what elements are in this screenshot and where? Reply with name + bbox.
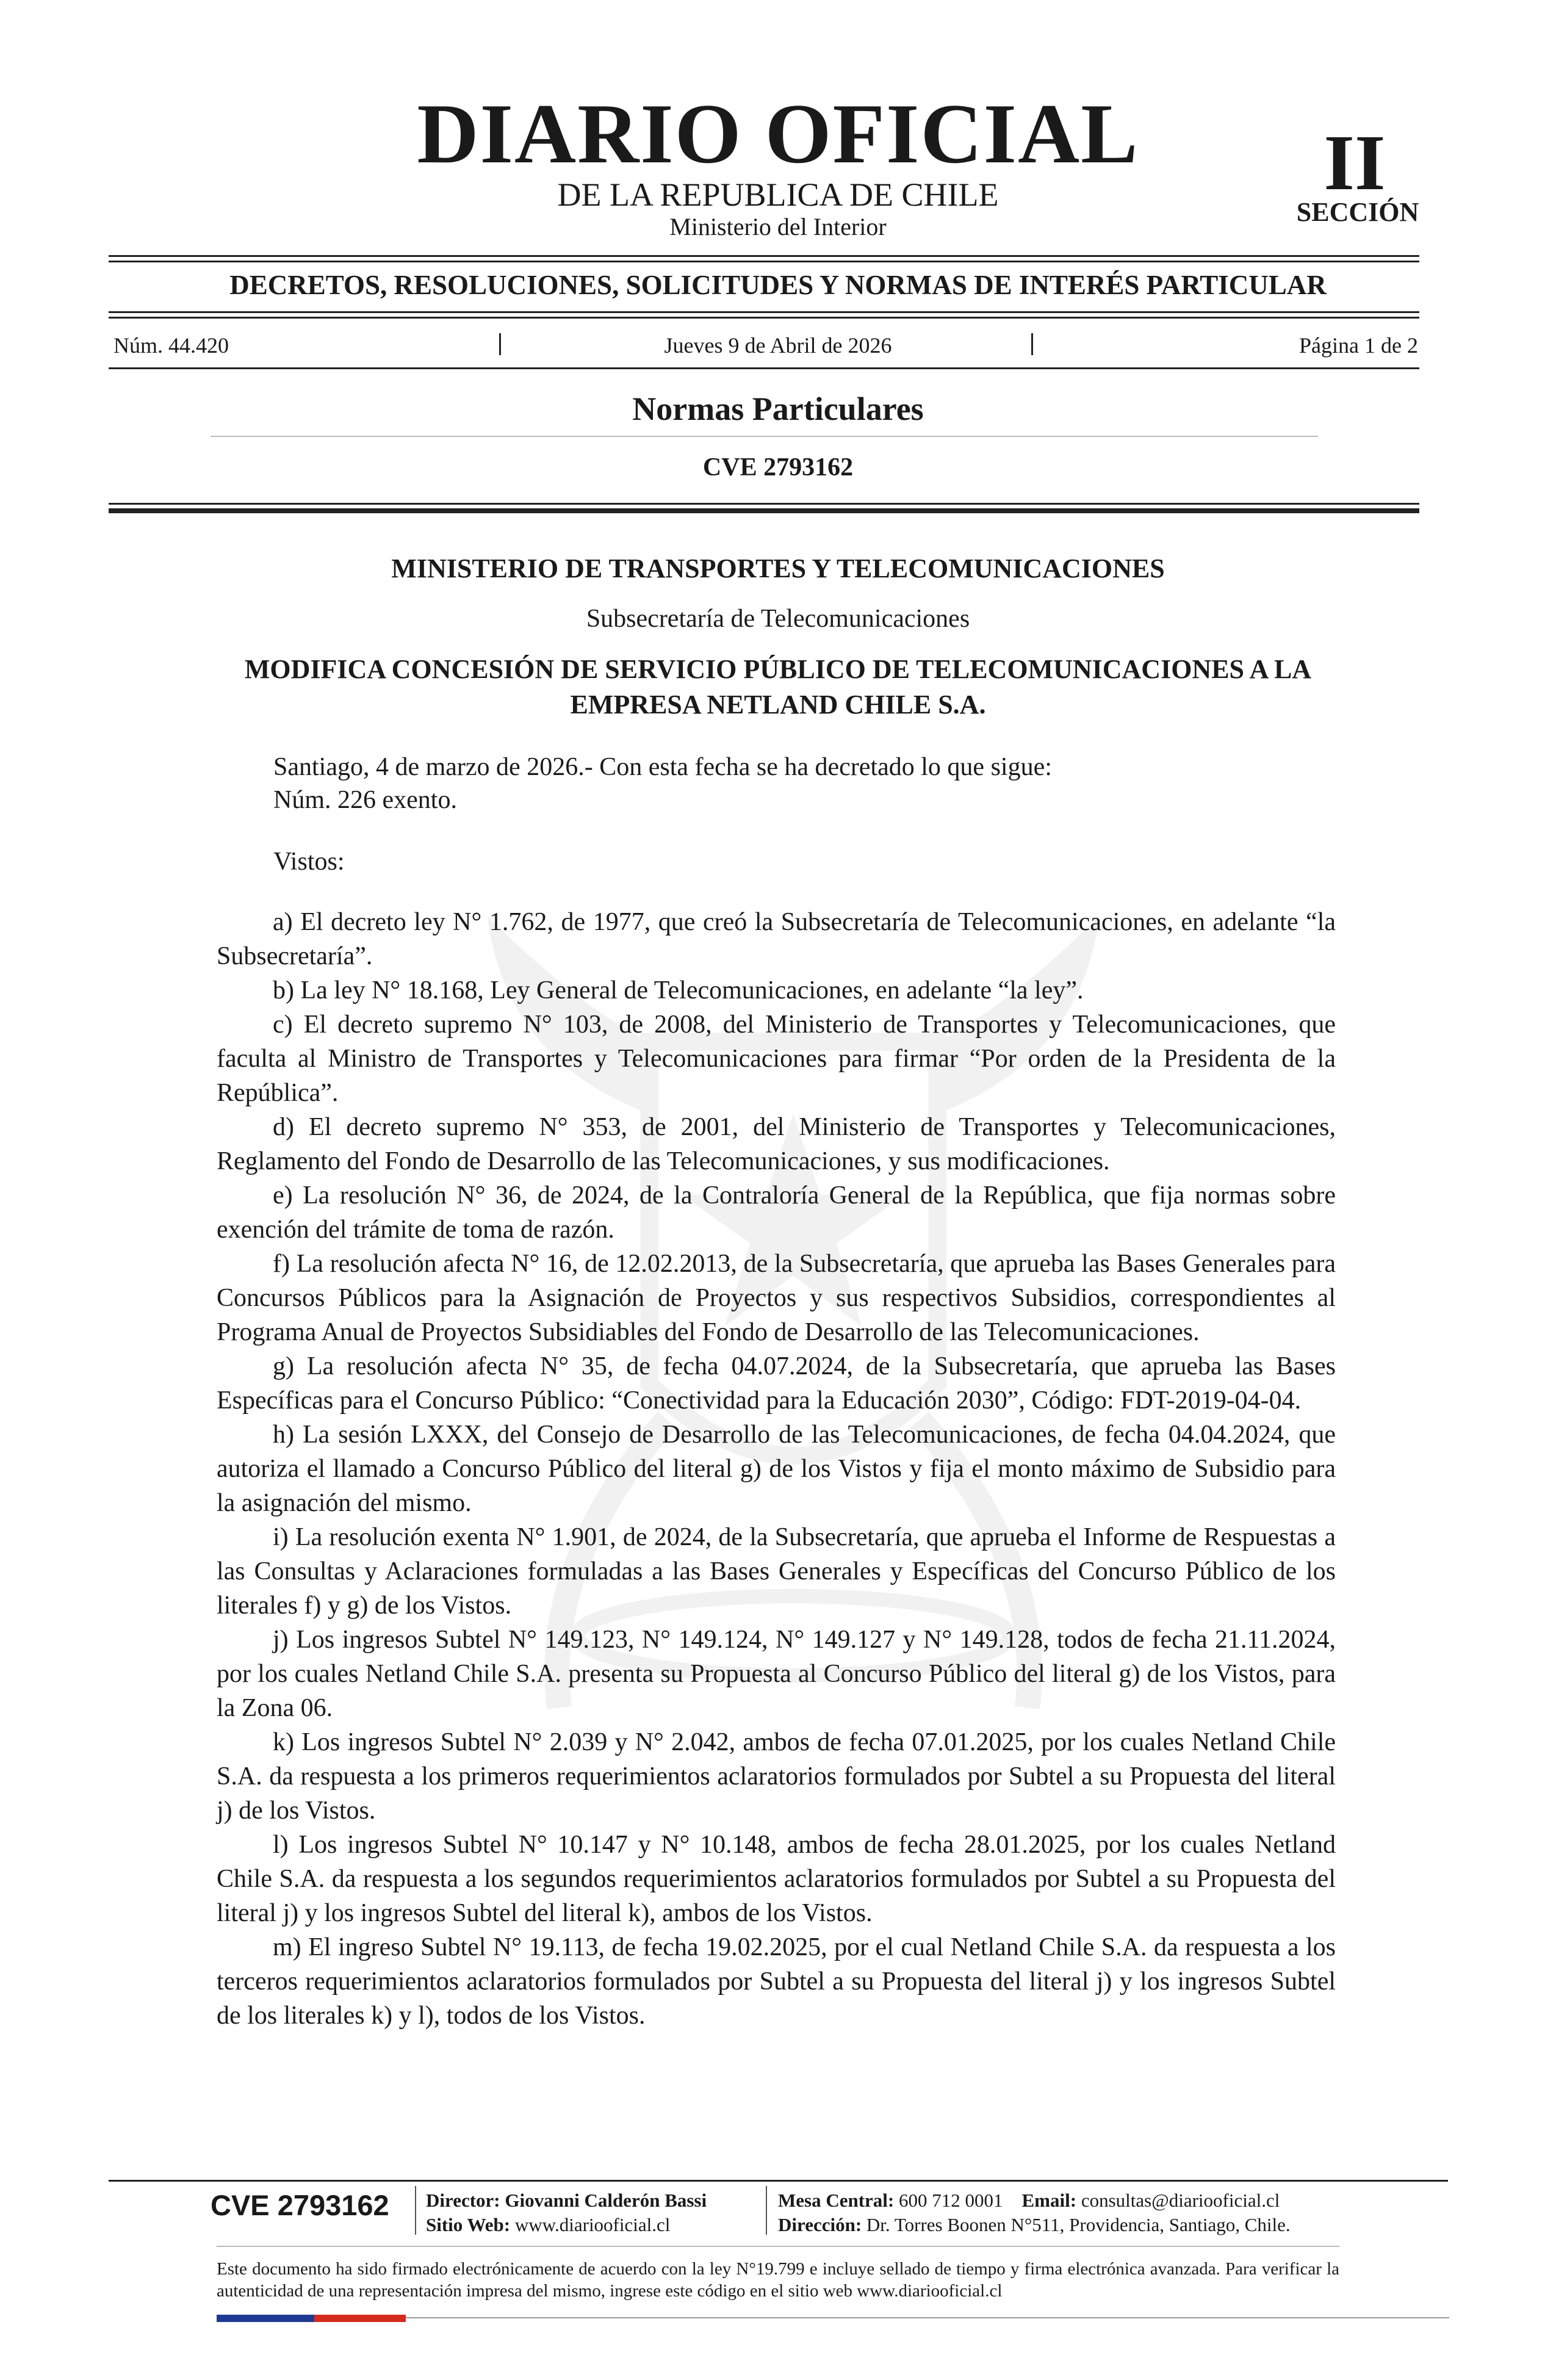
mesa-phone: 600 712 0001	[899, 2190, 1003, 2211]
visto-item: f) La resolución afecta N° 16, de 12.02.2013, de la Subsecretaría, que aprueba las Bases Generales para Concursos Públicos para la Asignación de Proyectos y sus respectivos Subsidios, correspondientes al Programa Anual de Proyectos Subsidiables del Fondo de Desarrollo de las Telecomunicaciones.	[217, 1250, 1336, 1346]
heading-divider	[211, 436, 1318, 437]
website-link[interactable]: www.diariooficial.cl	[514, 2214, 671, 2235]
meta-separator	[1031, 333, 1033, 355]
visto-item: a) El decreto ley N° 1.762, de 1977, que creó la Subsecretaría de Telecomunicaciones, en adelante “la Subsecretaría”.	[217, 908, 1336, 970]
visto-item: h) La sesión LXXX, del Consejo de Desarrollo de las Telecomunicaciones, de fecha 04.04.2024, que autoriza el llamado a Concurso Público del literal g) de los Vistos y fija el monto máximo de Subsidio para la asignación del mismo.	[217, 1421, 1336, 1517]
address-text: Dr. Torres Boonen N°511, Providencia, Santiago, Chile.	[866, 2214, 1291, 2235]
subsecretaria: Subsecretaría de Telecomunicaciones	[586, 605, 970, 633]
band-divider	[109, 317, 1419, 319]
footer-divider	[217, 2246, 1339, 2247]
section-heading: Normas Particulares	[632, 391, 924, 427]
director-name: Giovanni Calderón Bassi	[505, 2190, 707, 2211]
newspaper-subtitle: DE LA REPUBLICA DE CHILE	[557, 176, 999, 213]
flag-stripe-red	[314, 2315, 406, 2322]
section-label: SECCIÓN	[1296, 197, 1419, 227]
visto-item: m) El ingreso Subtel N° 19.113, de fecha 19.02.2025, por el cual Netland Chile S.A. da respuesta a los terceros requerimientos aclaratorios formulados por Subtel a su Propuesta del literal j) y los ingresos Subtel de los literales k) y l), todos de los Vistos.	[217, 1933, 1336, 2030]
intro-line: Santiago, 4 de marzo de 2026.- Con esta fecha se ha decretado lo que sigue:	[273, 753, 1052, 781]
footer-divider	[406, 2317, 1449, 2318]
header-divider	[109, 261, 1419, 262]
vistos-label: Vistos:	[273, 848, 345, 876]
visto-item: i) La resolución exenta N° 1.901, de 2024, de la Subsecretaría, que aprueba el Informe de Respuestas a las Consultas y Aclaraciones formuladas a las Bases Generales y Específicas del Concurso Público de los literales f) y g) de los Vistos.	[217, 1523, 1336, 1620]
visto-item: k) Los ingresos Subtel N° 2.039 y N° 2.042, ambos de fecha 07.01.2025, por los cuales Netland Chile S.A. da respuesta a los primeros requerimientos aclaratorios formulados por Subtel a su Propuesta del literal j) de los Vistos.	[217, 1728, 1336, 1825]
page-indicator: Página 1 de 2	[1299, 333, 1418, 358]
band-divider	[109, 311, 1419, 313]
section-number: II	[1324, 119, 1386, 207]
footer-director-block	[426, 2188, 707, 2237]
newspaper-ministry: Ministerio del Interior	[669, 213, 887, 240]
visto-item: l) Los ingresos Subtel N° 10.147 y N° 10.148, ambos de fecha 28.01.2025, por los cuales Netland Chile S.A. da respuesta a los segundos requerimientos aclaratorios formulados por Subtel a su Propuesta del literal j) y los ingresos Subtel del literal k), ambos de los Vistos.	[217, 1831, 1336, 1927]
vistos-list	[217, 905, 1336, 2033]
director-label: Director:	[426, 2190, 500, 2211]
decree-number: Núm. 226 exento.	[273, 786, 457, 814]
decree-intro	[273, 751, 1052, 817]
footer-separator	[766, 2186, 767, 2235]
issue-date: Jueves 9 de Abril de 2026	[664, 333, 892, 358]
visto-item: b) La ley N° 18.168, Ley General de Telecomunicaciones, en adelante “la ley”.	[273, 976, 1084, 1004]
email-label: Email:	[1021, 2190, 1077, 2211]
decree-title: MODIFICA CONCESIÓN DE SERVICIO PÚBLICO DE TELECOMUNICACIONES A LA EMPRESA NETLAND CHILE S.A.	[244, 654, 1312, 719]
cve-divider	[109, 508, 1419, 513]
signature-note: Este documento ha sido firmado electrónicamente de acuerdo con la ley N°19.799 e incluye sellado de tiempo y firma electrónica avanzada. Para verificar la autenticidad de una representación impresa del mismo, ingrese este código en el sitio web www.diariooficial.cl	[217, 2259, 1339, 2301]
address-label: Dirección:	[778, 2214, 862, 2235]
footer-divider	[109, 2180, 1448, 2182]
issue-number: Núm. 44.420	[113, 333, 229, 358]
visto-item: d) El decreto supremo N° 353, de 2001, del Ministerio de Transportes y Telecomunicaciones, Reglamento del Fondo de Desarrollo de las Telecomunicaciones, y sus modificaciones.	[217, 1113, 1336, 1175]
email-link[interactable]: consultas@diariooficial.cl	[1081, 2190, 1280, 2211]
newspaper-title: DIARIO OFICIAL	[417, 87, 1139, 181]
footer-contact-block	[778, 2188, 1291, 2237]
flag-stripe-blue	[217, 2315, 314, 2322]
visto-item: g) La resolución afecta N° 35, de fecha 04.07.2024, de la Subsecretaría, que aprueba las Bases Específicas para el Concurso Público: “Conectividad para la Educación 2030”, Código: FDT-2019-04-04.	[217, 1352, 1336, 1415]
issuing-ministry: MINISTERIO DE TRANSPORTES Y TELECOMUNICACIONES	[391, 554, 1165, 583]
visto-item: j) Los ingresos Subtel N° 149.123, N° 149.124, N° 149.127 y N° 149.128, todos de fecha 21.11.2024, por los cuales Netland Chile S.A. presenta su Propuesta al Concurso Público del literal g) de los Vistos, para la Zona 06.	[217, 1626, 1336, 1722]
footer-cve-code: CVE 2793162	[211, 2189, 389, 2221]
visto-item: c) El decreto supremo N° 103, de 2008, del Ministerio de Transportes y Telecomunicaciones, que faculta al Ministro de Transportes y Telecomunicaciones para firmar “Por orden de la Presidenta de la República”.	[217, 1011, 1336, 1107]
mesa-label: Mesa Central:	[778, 2190, 895, 2211]
visto-item: e) La resolución N° 36, de 2024, de la Contraloría General de la República, que fija normas sobre exención del trámite de toma de razón.	[217, 1181, 1336, 1244]
section-band-title: DECRETOS, RESOLUCIONES, SOLICITUDES Y NORMAS DE INTERÉS PARTICULAR	[229, 270, 1327, 300]
footer-separator	[415, 2186, 416, 2235]
header-divider	[109, 255, 1419, 257]
meta-divider	[109, 367, 1419, 369]
cve-divider	[109, 503, 1419, 505]
website-label: Sitio Web:	[426, 2214, 511, 2235]
cve-code: CVE 2793162	[702, 453, 854, 481]
